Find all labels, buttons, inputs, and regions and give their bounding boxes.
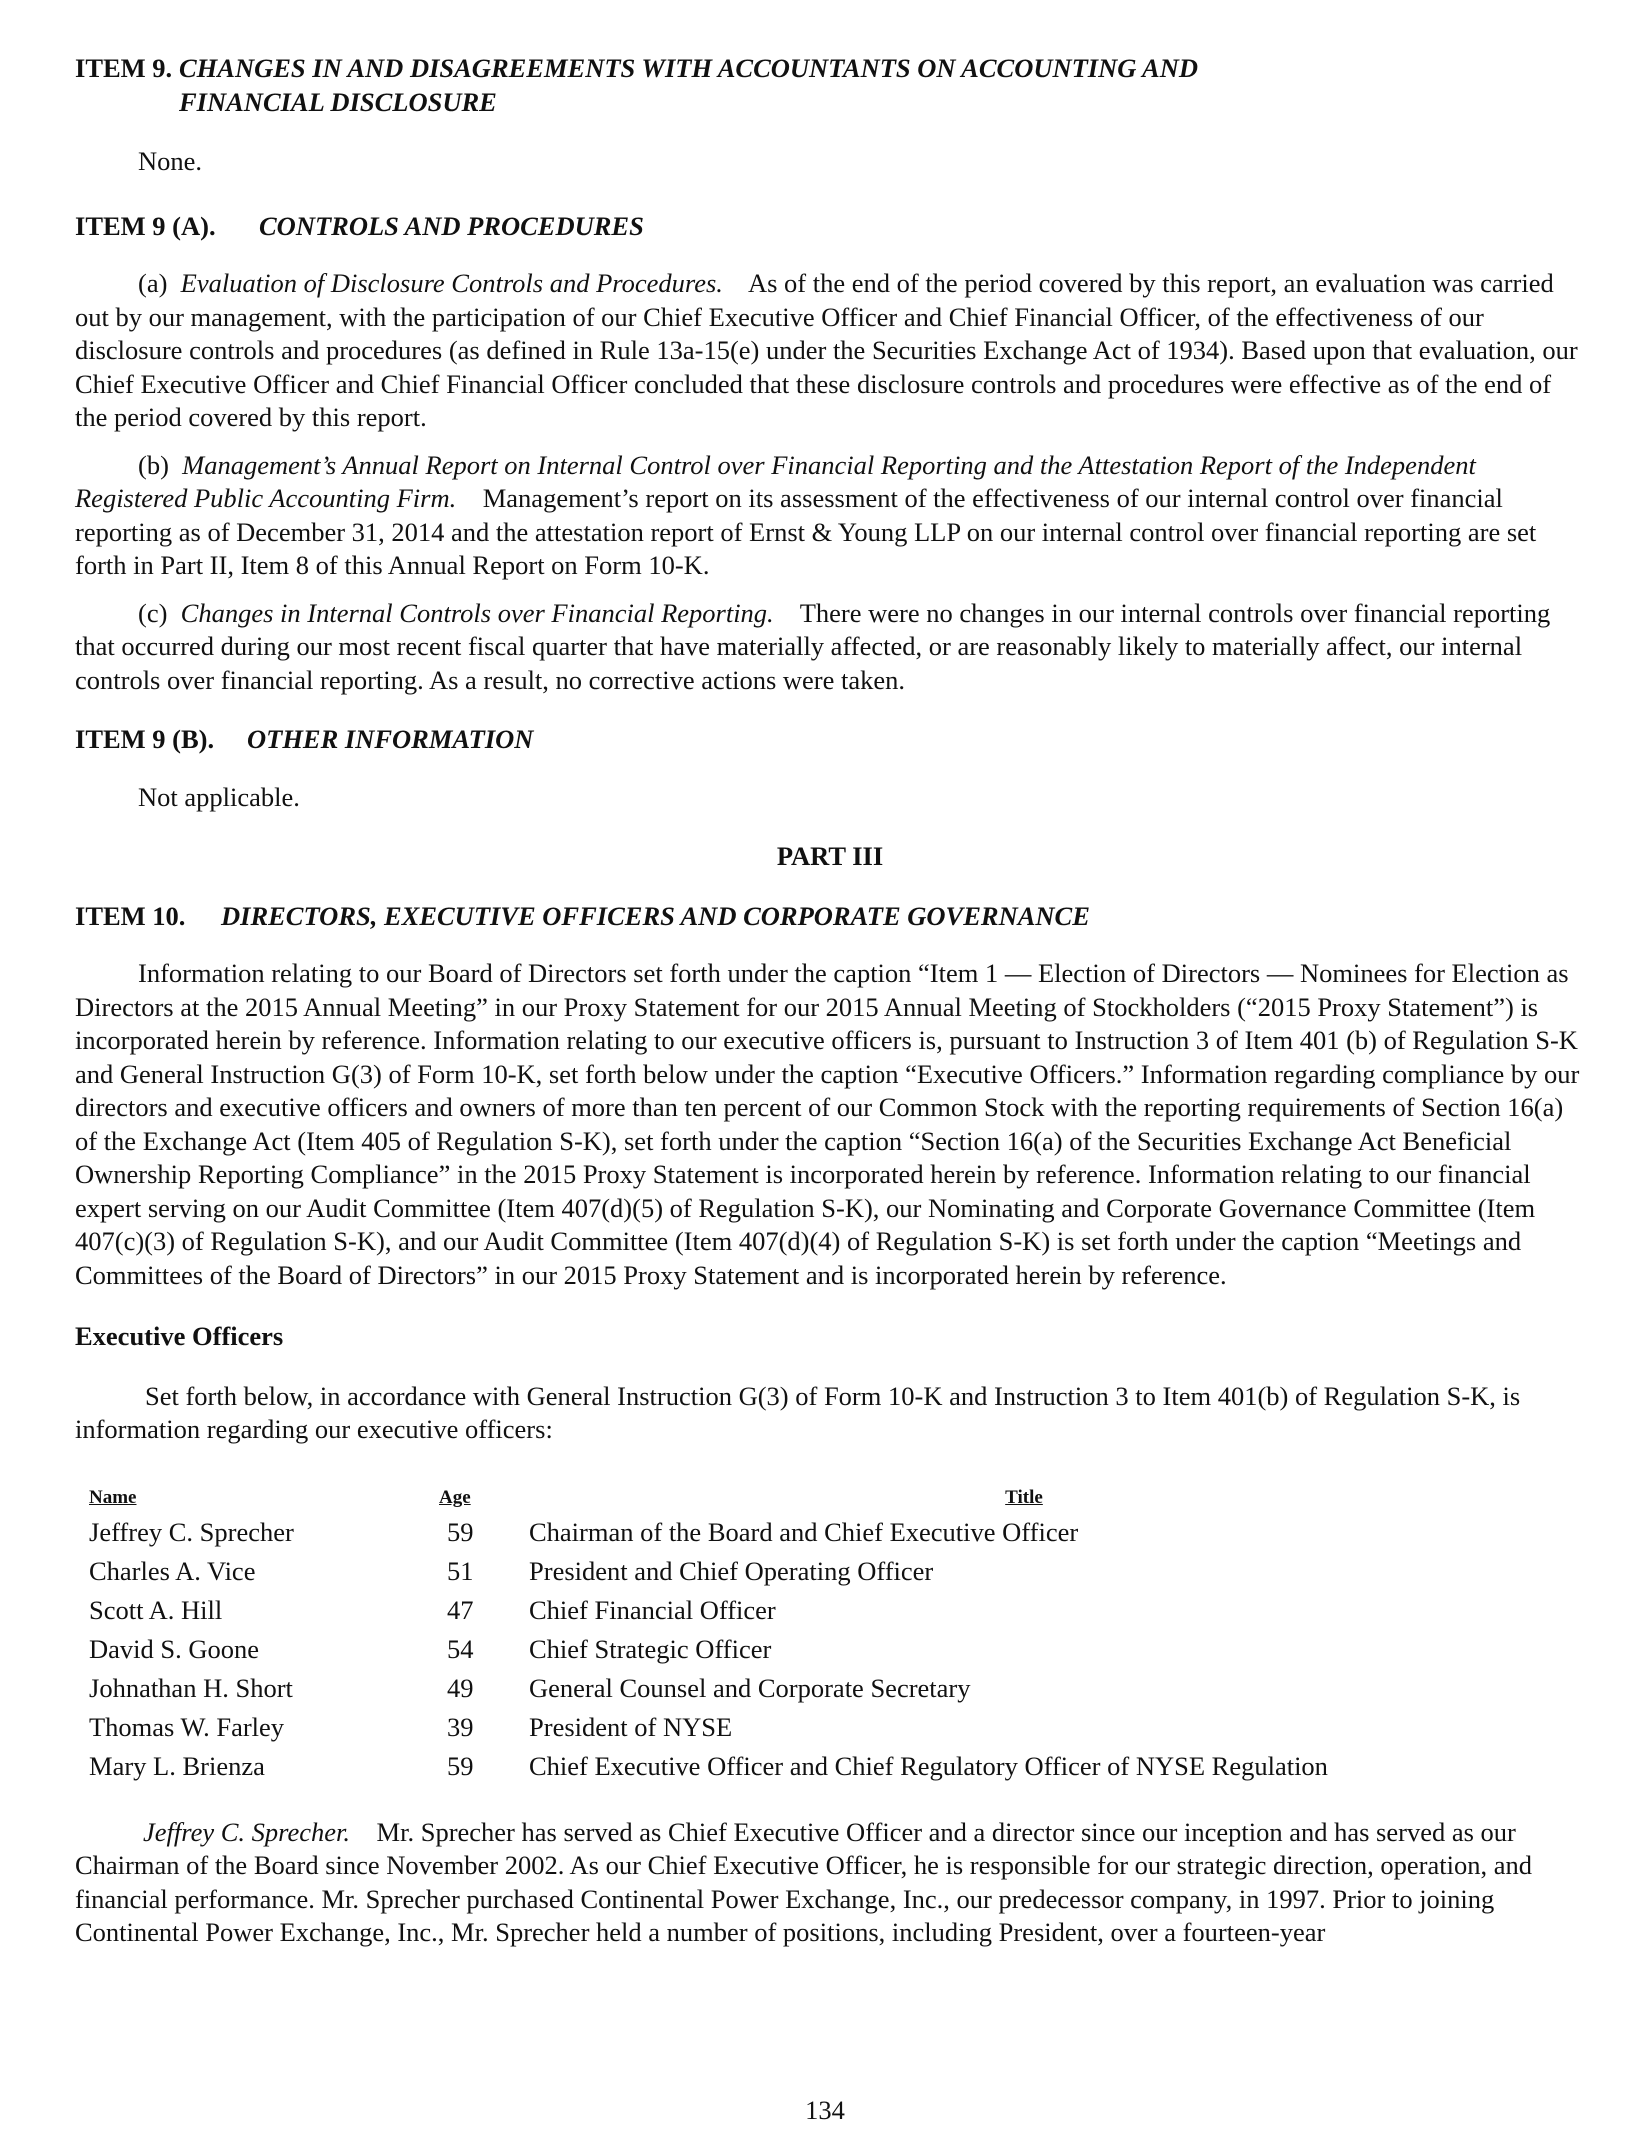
bio-text: Mr. Sprecher has served as Chief Executive Officer and a director since our inception and has served as our Chairman of the Board since November 2002. As our Chief Executive Officer, he is responsible for our strategic direction, operation, and financial performance. Mr. Sprecher purchased Continental Power Exchange, Inc., our predecessor company, in 1997. Prior to joining Continental Power Exchange, Inc., Mr. Sprecher held a number of positions, including President, over a fourteen-year xyxy=(75,1816,1532,1947)
item9-title-line1: CHANGES IN AND DISAGREEMENTS WITH ACCOUNTANTS ON ACCOUNTING AND xyxy=(179,53,1198,83)
table-row xyxy=(89,1708,1519,1747)
header-name: Name xyxy=(89,1486,137,1508)
officer-title: President and Chief Operating Officer xyxy=(529,1555,934,1586)
item9a-c-title: Changes in Internal Controls over Financial Reporting. xyxy=(180,597,774,628)
page-number: 134 xyxy=(805,2095,845,2125)
item9a-b-text: Management’s report on its assessment of the effectiveness of our internal control over financial reporting as of December 31, 2014 and the attestation report of Ernst & Young LLP on our internal control over financial reporting are set forth in Part II, Item 8 of this Annual Report on Form 10-K. xyxy=(75,483,1537,580)
item9-title xyxy=(179,52,1198,119)
officer-age: 51 xyxy=(447,1555,474,1586)
executive-officers-table xyxy=(89,1483,1519,1786)
officer-age: 47 xyxy=(447,1594,474,1625)
item9a-number: ITEM 9 (A). xyxy=(75,210,216,241)
officer-name: Johnathan H. Short xyxy=(89,1672,293,1703)
officer-name: Scott A. Hill xyxy=(89,1594,223,1625)
officer-age: 54 xyxy=(447,1633,474,1664)
item9a-c-text: There were no changes in our internal controls over financial reporting that occurred during our most recent fiscal quarter that have materially affected, or are reasonably likely to materially affect, our internal controls over financial reporting. As a result, no corrective actions were taken. xyxy=(75,597,1551,695)
table-row xyxy=(89,1630,1519,1669)
item9a-a-title: Evaluation of Disclosure Controls and Procedures. xyxy=(180,268,723,298)
officer-title: Chief Financial Officer xyxy=(529,1594,776,1625)
officer-age: 49 xyxy=(447,1672,474,1703)
document-page xyxy=(75,52,1585,1950)
item9b-body: Not applicable. xyxy=(138,781,300,812)
table-row xyxy=(89,1669,1519,1708)
header-age: Age xyxy=(439,1486,471,1508)
officer-age: 59 xyxy=(447,1750,474,1781)
item10-number: ITEM 10. xyxy=(75,900,186,931)
item9-number: ITEM 9. xyxy=(75,53,173,83)
officer-name: David S. Goone xyxy=(89,1633,260,1664)
table-header-row xyxy=(89,1483,1519,1513)
item9a-paragraph-a xyxy=(75,267,1585,435)
item9a-b-title: Management’s Annual Report on Internal Control over Financial Reporting and the Attestation Report of the Independent Registered Public Accounting Firm. xyxy=(75,449,1476,513)
item9b-title: OTHER INFORMATION xyxy=(247,724,534,754)
table-row xyxy=(89,1591,1519,1630)
item9a-b-label: (b) xyxy=(138,449,169,480)
sprecher-bio xyxy=(75,1816,1585,1950)
item9a-heading xyxy=(75,210,1585,244)
officer-age: 59 xyxy=(447,1516,474,1547)
item10-heading xyxy=(75,900,1585,934)
item9-heading xyxy=(75,52,1585,119)
item9-title-line2: FINANCIAL DISCLOSURE xyxy=(179,86,497,117)
officer-title: Chairman of the Board and Chief Executive Officer xyxy=(529,1516,1079,1547)
item9a-title: CONTROLS AND PROCEDURES xyxy=(259,210,644,241)
table-row xyxy=(89,1552,1519,1591)
item9-body: None. xyxy=(138,146,203,176)
executive-officers-intro: Set forth below, in accordance with General Instruction G(3) of Form 10-K and Instruction 3 to Item 401(b) of Regulation S-K, is information regarding our executive officers: xyxy=(75,1380,1521,1444)
officer-name: Mary L. Brienza xyxy=(89,1750,265,1781)
officer-title: General Counsel and Corporate Secretary xyxy=(529,1672,971,1703)
officer-age: 39 xyxy=(447,1711,474,1742)
officer-title: Chief Strategic Officer xyxy=(529,1633,772,1664)
item9b-number: ITEM 9 (B). xyxy=(75,724,215,754)
officer-name: Jeffrey C. Sprecher xyxy=(89,1516,294,1547)
executive-officers-heading: Executive Officers xyxy=(75,1321,284,1351)
table-row xyxy=(89,1747,1519,1786)
officer-name: Thomas W. Farley xyxy=(89,1711,285,1742)
item9a-paragraph-c xyxy=(75,597,1585,698)
part-heading: PART III xyxy=(776,841,884,871)
item10-title: DIRECTORS, EXECUTIVE OFFICERS AND CORPORATE GOVERNANCE xyxy=(221,900,1090,931)
item9a-a-text: As of the end of the period covered by this report, an evaluation was carried out by our management, with the participation of our Chief Executive Officer and Chief Financial Officer, of the effectiveness of our disclosure controls and procedures (as defined in Rule 13a-15(e) under the Securities Exchange Act of 1934). Based upon that evaluation, our Chief Executive Officer and Chief Financial Officer concluded that these disclosure controls and procedures were effective as of the end of the period covered by this report. xyxy=(75,268,1578,432)
item9b-heading xyxy=(75,723,1585,757)
item10-body: Information relating to our Board of Directors set forth under the caption “Item 1 — Election of Directors — Nominees for Election as Directors at the 2015 Annual Meeting” in our Proxy Statement for our 2015 Annual Meeting of Stockholders (“2015 Proxy Statement”) is incorporated herein by reference. Information relating to our executive officers is, pursuant to Instruction 3 of Item 401 (b) of Regulation S-K and General Instruction G(3) of Form 10-K, set forth below under the caption “Executive Officers.” Information regarding compliance by our directors and executive officers and owners of more than ten percent of our Common Stock with the reporting requirements of Section 16(a) of the Exchange Act (Item 405 of Regulation S-K), set forth under the caption “Section 16(a) of the Securities Exchange Act Beneficial Ownership Reporting Compliance” in the 2015 Proxy Statement is incorporated herein by reference. Information relating to our financial expert serving on our Audit Committee (Item 407(d)(5) of Regulation S-K), our Nominating and Corporate Governance Committee (Item 407(c)(3) of Regulation S-K), and our Audit Committee (Item 407(d)(4) of Regulation S-K) is set forth under the caption “Meetings and Committees of the Board of Directors” in our 2015 Proxy Statement and is incorporated herein by reference. xyxy=(75,958,1580,1290)
officer-name: Charles A. Vice xyxy=(89,1555,256,1586)
item9a-c-label: (c) xyxy=(138,597,168,628)
table-row xyxy=(89,1513,1519,1552)
bio-name: Jeffrey C. Sprecher. xyxy=(143,1816,351,1847)
officer-title: President of NYSE xyxy=(529,1711,733,1742)
item9a-paragraph-b xyxy=(75,449,1585,583)
item9a-a-label: (a) xyxy=(138,268,168,298)
officer-title: Chief Executive Officer and Chief Regulatory Officer of NYSE Regulation xyxy=(529,1750,1328,1781)
header-title: Title xyxy=(1005,1486,1043,1508)
